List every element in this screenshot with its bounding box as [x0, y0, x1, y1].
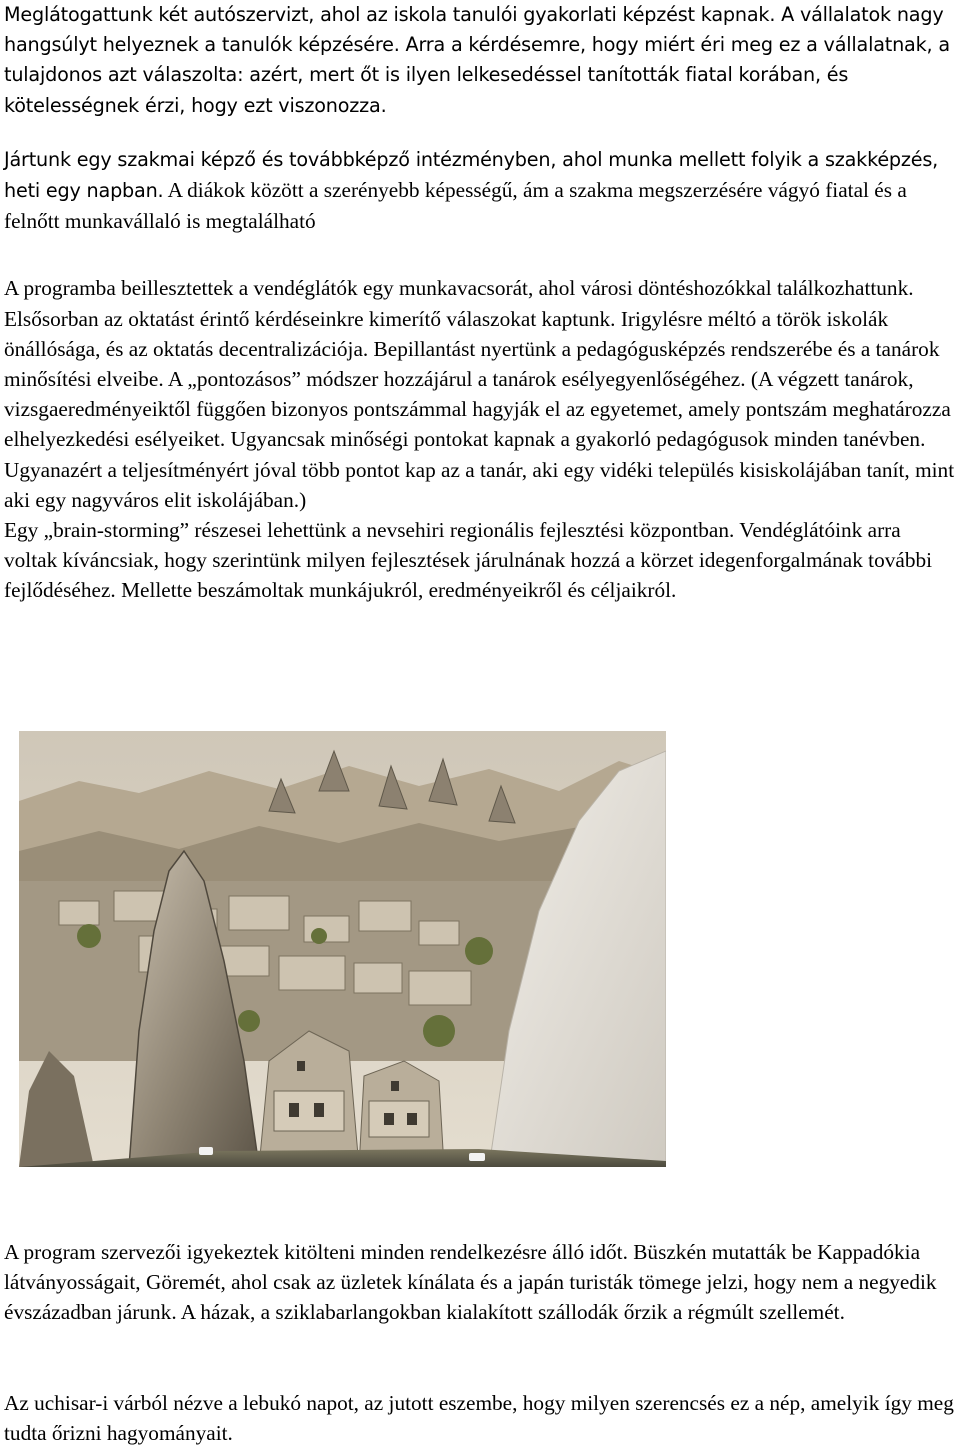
paragraph-kappadokia: A program szervezői igyekeztek kitölteni minden rendelkezésre álló időt. Büszkén mutatták be Kappadókia látványosságait, Göremét, ahol csak az üzletek kínálata és a japán turisták tömege jelzi, hogy nem a negyedik évszázadban járunk. A házak, a sziklabarlangokban kialakított szállodák őrzik a régmúlt szellemét. [4, 1240, 937, 1325]
paragraph-szakmai-kepzo [4, 145, 956, 238]
paragraph-brain-storming: Egy „brain-storming” részesei lehettünk a nevsehiri regionális fejlesztési központban. Vendéglátóink arra voltak kíváncsiak, hogy szerintünk milyen fejlesztések járulnának hozzá a körzet idegenforgalmának további fejlődéséhez. Mellette beszámoltak munkájukról, eredményeikről és céljaikról. [4, 518, 933, 603]
goreme-photo [19, 731, 666, 1167]
paragraph-autoszerviz: Meglátogattunk két autószervizt, ahol az iskola tanulói gyakorlati képzést kapnak. A vállalatok nagy hangsúlyt helyeznek a tanulók képzésére. Arra a kérdésemre, hogy miért éri meg ez a vállalatnak, a tulajdonos azt válaszolta: azért, mert őt is ilyen lelkesedéssel tanították fiatal korában, és kötelességnek érzi, hogy ezt viszonozza. [4, 3, 950, 117]
paragraph-gap [4, 121, 956, 145]
paragraph-uchisar: Az uchisar-i várból nézve a lebukó napot, az jutott eszembe, hogy milyen szerencsés ez a nép, amelyik így meg tudta őrizni hagyományait. [4, 1391, 954, 1446]
paragraph-szakmai-kepzo-part1: Jártunk egy szakmai képző és továbbképző intézményben, ahol munka mellett folyik a szakképzés, heti egy napban. [4, 147, 939, 203]
goreme-landscape-illustration [19, 731, 666, 1167]
document-body [4, 0, 956, 606]
paragraph-munkavacsora: A programba beillesztettek a vendéglátók egy munkavacsorát, ahol városi döntéshozókkal találkozhattunk. Elsősorban az oktatást érintő kérdéseinkre kimerítő válaszokat kaptunk. Irigylésre méltó a török iskolák önállósága, és az oktatás decentralizációja. Bepillantást nyertünk a pedagógusképzés rendszerébe és a tanárok minősítési elveibe. A „pontozásos” módszer hozzájárul a tanárok esélyegyenlőségéhez. (A végzett tanárok, vizsgaeredményeiktől függően bizonyos pontszámmal hagyják el az egyetemet, amely pontszám meghatározza elhelyezkedési esélyeiket. Ugyancsak minőségi pontokat kapnak a gyakorló pedagógusok minden tanévben. Ugyanazért a teljesítményért jóval több pontot kap az a tanár, aki egy vidéki település kisiskolájában tanít, mint aki egy nagyváros elit iskolájában.) [4, 276, 955, 512]
paragraph-szakmai-kepzo-part2: A diákok között a szerényebb képességű, ám a szakma megszerzésére vágyó fiatal és a felnőtt munkavállaló is megtalálható [4, 178, 907, 234]
paragraph-gap [4, 237, 956, 273]
